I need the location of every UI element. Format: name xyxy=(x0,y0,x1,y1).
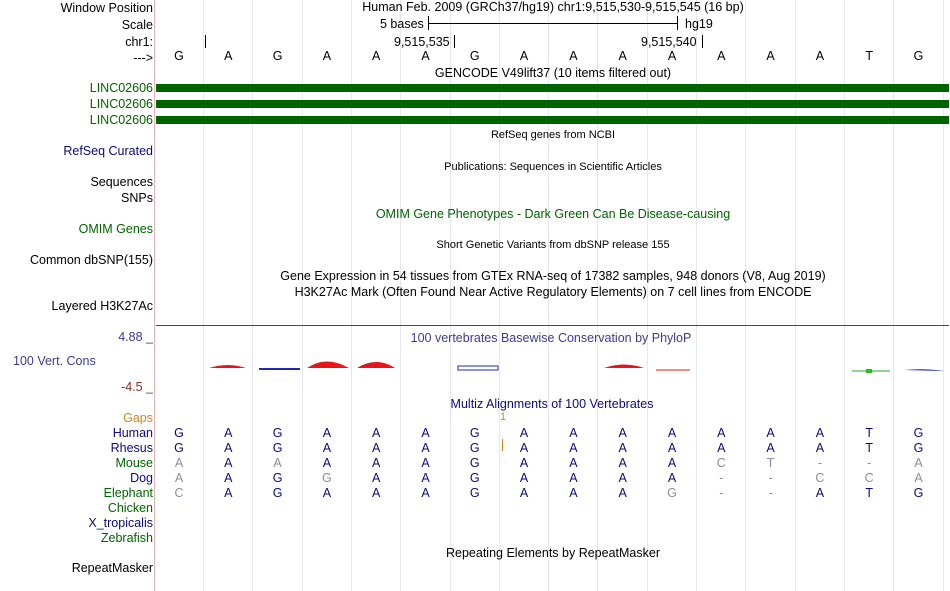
aligned-base: G xyxy=(272,441,283,455)
aligned-base: A xyxy=(569,456,578,470)
aligned-base: G xyxy=(913,441,924,455)
aligned-base: G xyxy=(913,486,924,500)
aligned-base: A xyxy=(667,441,677,455)
aligned-base: A xyxy=(421,426,430,440)
aligned-base: A xyxy=(618,456,627,470)
dna-base: A xyxy=(717,49,726,63)
aligned-base: A xyxy=(914,456,923,470)
aligned-base: G xyxy=(174,441,184,455)
aligned-base: A xyxy=(322,456,332,470)
conservation-peak xyxy=(307,362,349,369)
dna-base: T xyxy=(865,49,874,63)
dna-base: A xyxy=(618,49,627,63)
aligned-base: T xyxy=(766,456,775,470)
aligned-base: G xyxy=(469,486,480,500)
dna-base: A xyxy=(667,49,677,63)
dna-base: A xyxy=(322,49,332,63)
ruler-tick-label: 9,515,540 xyxy=(641,35,697,49)
aligned-base: A xyxy=(914,471,923,485)
aligned-base: A xyxy=(421,441,430,455)
dna-base: A xyxy=(224,49,233,63)
gap-insert-line xyxy=(502,439,503,451)
conservation-label[interactable]: 100 Vert. Cons xyxy=(13,354,96,368)
aligned-base: A xyxy=(717,426,726,440)
aligned-base: G xyxy=(322,471,332,485)
species-label[interactable]: Zebrafish xyxy=(100,531,153,545)
aligned-base: A xyxy=(174,471,184,485)
aligned-base: A xyxy=(618,486,627,500)
conservation-min: -4.5 _ xyxy=(121,380,153,394)
repeatmasker-title: Repeating Elements by RepeatMasker xyxy=(445,546,661,560)
aligned-base: C xyxy=(174,486,184,500)
aligned-base: A xyxy=(519,426,529,440)
dbsnp-label[interactable]: Common dbSNP(155) xyxy=(30,253,153,267)
publications-title: Publications: Sequences in Scientific Articles xyxy=(444,161,662,173)
dna-base: A xyxy=(815,49,825,63)
aligned-base: A xyxy=(322,486,332,500)
species-label[interactable]: Chicken xyxy=(107,501,153,515)
aligned-base: A xyxy=(322,426,332,440)
aligned-base: G xyxy=(469,426,480,440)
aligned-base: G xyxy=(667,486,677,500)
aligned-base: A xyxy=(569,441,578,455)
aligned-base: A xyxy=(421,471,430,485)
aligned-base: A xyxy=(519,456,529,470)
aligned-base: - xyxy=(817,456,822,470)
position-text: Human Feb. 2009 (GRCh37/hg19) chr1:9,515,530-9,515,545 (16 bp) xyxy=(362,0,744,14)
aligned-base: G xyxy=(174,426,184,440)
aligned-base: - xyxy=(719,486,724,500)
species-label[interactable]: Elephant xyxy=(103,486,153,500)
aligned-base: G xyxy=(469,456,480,470)
aligned-base: T xyxy=(865,426,874,440)
omim-label[interactable]: OMIM Genes xyxy=(78,222,153,236)
species-label[interactable]: X_tropicalis xyxy=(88,516,153,530)
aligned-base: C xyxy=(716,456,726,470)
aligned-base: C xyxy=(864,471,874,485)
gencode-item-label[interactable]: LINC02606 xyxy=(89,97,153,111)
aligned-base: G xyxy=(272,426,283,440)
species-label[interactable]: Human xyxy=(112,426,153,440)
dna-base: G xyxy=(174,49,184,63)
aligned-base: A xyxy=(273,456,282,470)
sequences-label[interactable]: Sequences xyxy=(90,175,153,189)
aligned-base: G xyxy=(913,426,924,440)
conservation-dip xyxy=(458,366,498,370)
aligned-base: A xyxy=(174,456,184,470)
aligned-base: A xyxy=(519,471,529,485)
repeatmasker-label[interactable]: RepeatMasker xyxy=(71,561,153,575)
dna-base: G xyxy=(913,49,924,63)
aligned-base: A xyxy=(815,486,825,500)
aligned-base: G xyxy=(272,486,283,500)
gaps-label[interactable]: Gaps xyxy=(123,411,153,425)
species-label[interactable]: Mouse xyxy=(115,456,153,470)
aligned-base: A xyxy=(667,471,677,485)
dna-base: A xyxy=(519,49,529,63)
conservation-dip xyxy=(259,368,300,370)
conservation-max: 4.88 _ xyxy=(118,330,153,344)
conservation-dip xyxy=(904,369,944,371)
conservation-mark xyxy=(866,369,872,373)
aligned-base: A xyxy=(717,441,726,455)
refseq-title: RefSeq genes from NCBI xyxy=(490,129,616,141)
aligned-base: A xyxy=(569,426,578,440)
aligned-base: A xyxy=(618,426,627,440)
conservation-title: 100 vertebrates Basewise Conservation by PhyloP xyxy=(410,331,692,345)
chr-label: chr1: xyxy=(125,35,153,49)
dna-base: A xyxy=(372,49,381,63)
aligned-base: A xyxy=(421,486,430,500)
aligned-base: - xyxy=(719,471,724,485)
dna-base: G xyxy=(469,49,480,63)
aligned-base: A xyxy=(667,426,677,440)
strand-arrow-label[interactable]: ---> xyxy=(133,51,153,65)
aligned-base: A xyxy=(372,456,381,470)
gencode-title: GENCODE V49lift37 (10 items filtered out) xyxy=(434,66,672,80)
conservation-peak xyxy=(209,365,246,368)
aligned-base: - xyxy=(768,486,773,500)
aligned-base: G xyxy=(272,471,283,485)
dbsnp-title: Short Genetic Variants from dbSNP release 155 xyxy=(436,239,670,251)
aligned-base: A xyxy=(618,441,627,455)
h3k27ac-label[interactable]: Layered H3K27Ac xyxy=(51,299,153,313)
aligned-base: A xyxy=(224,456,233,470)
aligned-base: A xyxy=(569,486,578,500)
gtex-title: Gene Expression in 54 tissues from GTEx RNA-seq of 17382 samples, 948 donors (V8, Aug 2019) xyxy=(280,269,826,283)
aligned-base: A xyxy=(815,426,825,440)
multiz-title: Multiz Alignments of 100 Vertebrates xyxy=(450,397,654,411)
aligned-base: G xyxy=(469,471,480,485)
dna-base: A xyxy=(766,49,775,63)
dna-base: A xyxy=(569,49,578,63)
aligned-base: A xyxy=(224,471,233,485)
scale-text: 5 bases xyxy=(380,17,424,31)
snps-label[interactable]: SNPs xyxy=(121,191,153,205)
aligned-base: A xyxy=(372,471,381,485)
aligned-base: T xyxy=(865,441,874,455)
aligned-base: A xyxy=(372,486,381,500)
aligned-base: G xyxy=(469,441,480,455)
aligned-base: A xyxy=(372,426,381,440)
aligned-base: T xyxy=(865,486,874,500)
aligned-base: A xyxy=(224,486,233,500)
scale-label: Scale xyxy=(121,18,153,32)
dna-base: G xyxy=(272,49,283,63)
aligned-base: A xyxy=(224,426,233,440)
gencode-item-label[interactable]: LINC02606 xyxy=(89,81,153,95)
species-label[interactable]: Rhesus xyxy=(110,441,153,455)
aligned-base: A xyxy=(618,471,627,485)
omim-title: OMIM Gene Phenotypes - Dark Green Can Be Disease-causing xyxy=(375,207,731,221)
aligned-base: C xyxy=(815,471,825,485)
gap-marker: 1 xyxy=(500,411,507,423)
conservation-peak xyxy=(604,365,644,369)
gencode-item-label[interactable]: LINC02606 xyxy=(89,113,153,127)
aligned-base: A xyxy=(224,441,233,455)
refseq-label[interactable]: RefSeq Curated xyxy=(63,144,153,158)
aligned-base: A xyxy=(766,441,775,455)
aligned-base: A xyxy=(569,471,578,485)
aligned-base: A xyxy=(421,456,430,470)
aligned-base: A xyxy=(519,486,529,500)
aligned-base: A xyxy=(766,426,775,440)
aligned-base: A xyxy=(372,441,381,455)
aligned-base: A xyxy=(322,441,332,455)
conservation-peak xyxy=(357,362,395,368)
dna-base: A xyxy=(421,49,430,63)
h3k27ac-title: H3K27Ac Mark (Often Found Near Active Regulatory Elements) on 7 cell lines from ENCODE xyxy=(294,285,812,299)
aligned-base: A xyxy=(667,456,677,470)
assembly-label: hg19 xyxy=(685,17,713,31)
species-label[interactable]: Dog xyxy=(130,471,153,485)
aligned-base: A xyxy=(815,441,825,455)
window-position-label: Window Position xyxy=(60,1,153,15)
ruler-tick-label: 9,515,535 xyxy=(394,35,450,49)
aligned-base: - xyxy=(768,471,773,485)
aligned-base: - xyxy=(867,456,872,470)
aligned-base: A xyxy=(519,441,529,455)
